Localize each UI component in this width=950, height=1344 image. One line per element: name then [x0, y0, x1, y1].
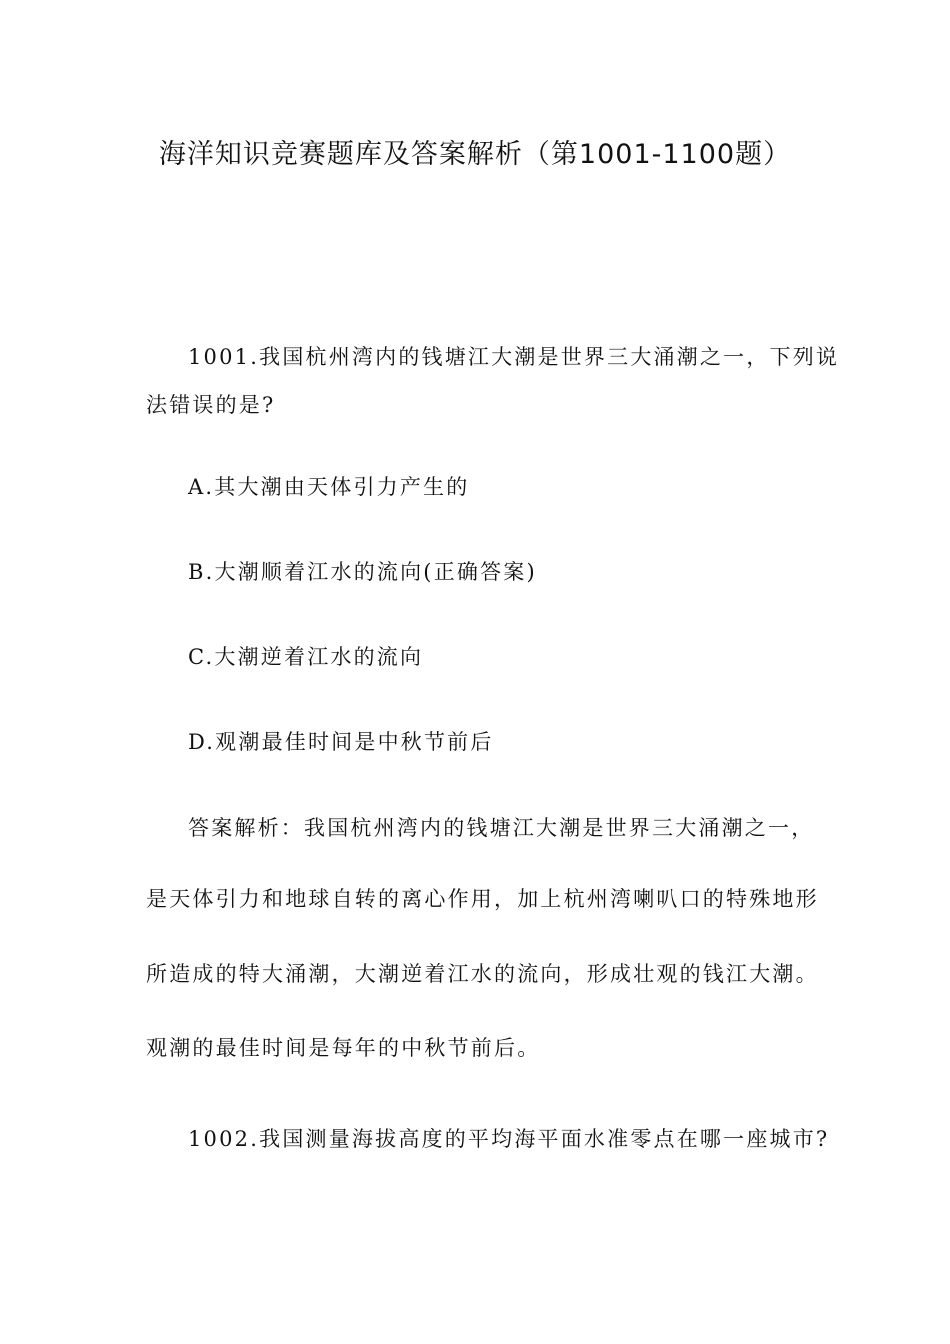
answer-analysis-line-4: 观潮的最佳时间是每年的中秋节前后。 — [146, 1036, 541, 1060]
document-title: 海洋知识竞赛题库及答案解析（第1001-1100题） — [158, 139, 792, 170]
answer-analysis-line-3: 所造成的特大涌潮，大潮逆着江水的流向，形成壮观的钱江大潮。 — [146, 962, 819, 986]
question-1001-text-line-2: 法错误的是? — [146, 393, 276, 417]
answer-analysis-line-1: 答案解析：我国杭州湾内的钱塘江大潮是世界三大涌潮之一， — [188, 816, 815, 840]
question-1001-option-c: C.大潮逆着江水的流向 — [188, 645, 424, 669]
question-1001-option-d: D.观潮最佳时间是中秋节前后 — [188, 730, 494, 754]
question-1001-option-b: B.大潮顺着江水的流向(正确答案) — [188, 560, 537, 584]
question-1001-text-line-1: 1001.我国杭州湾内的钱塘江大潮是世界三大涌潮之一，下列说 — [188, 345, 840, 369]
answer-analysis-line-2: 是天体引力和地球自转的离心作用，加上杭州湾喇叭口的特殊地形 — [146, 887, 819, 911]
question-1001-option-a: A.其大潮由天体引力产生的 — [188, 475, 470, 499]
question-1002-text-line-1: 1002.我国测量海拔高度的平均海平面水准零点在哪一座城市? — [188, 1127, 830, 1151]
